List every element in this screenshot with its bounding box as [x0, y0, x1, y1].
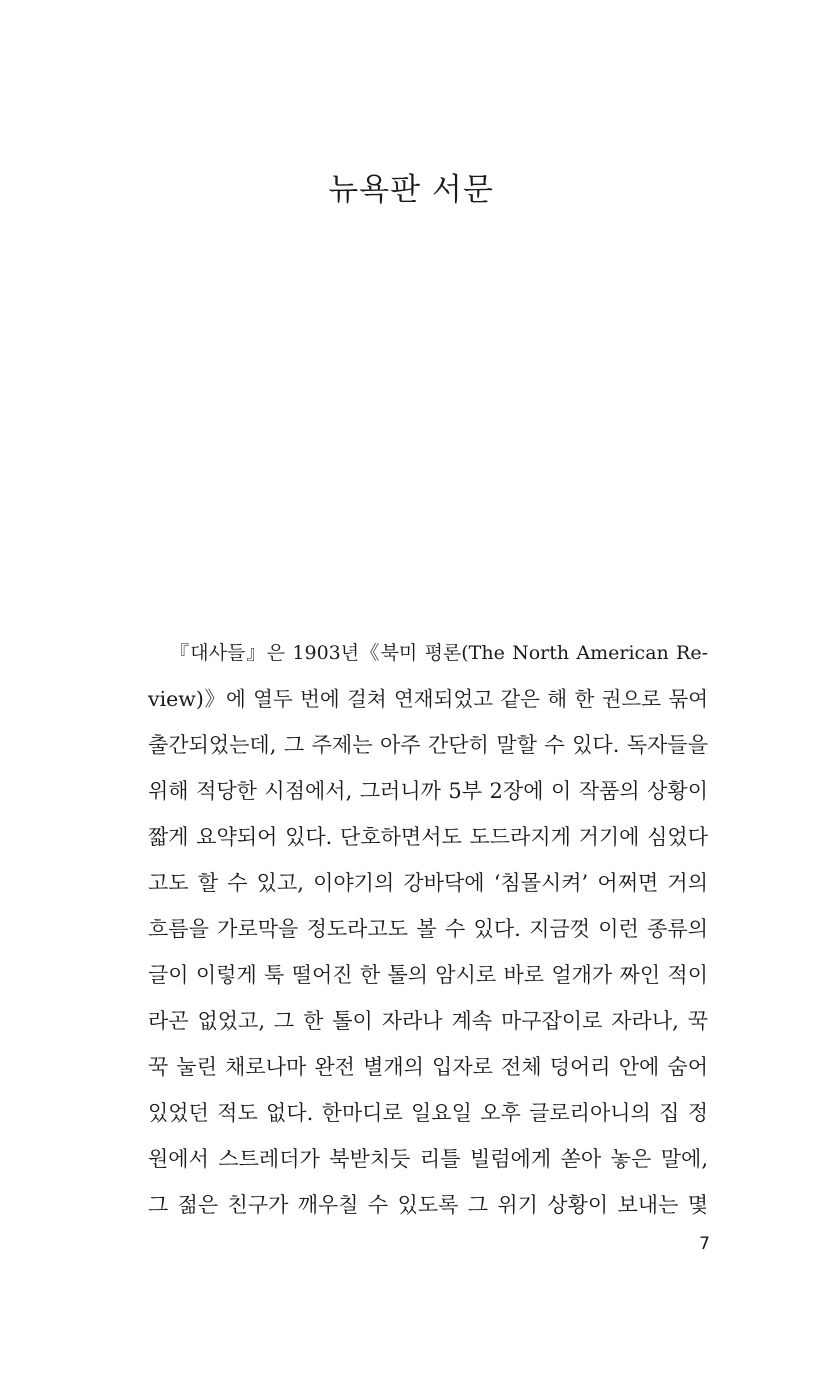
text-line: 라곤 없었고, 그 한 톨이 자라나 계속 마구잡이로 자라나, 꾹: [148, 1009, 708, 1033]
text-line: 있었던 적도 없다. 한마디로 일요일 오후 글로리아니의 집 정: [148, 1101, 708, 1125]
text-line: 짧게 요약되어 있다. 단호하면서도 도드라지게 거기에 심었다: [148, 825, 708, 849]
text-line: 고도 할 수 있고, 이야기의 강바닥에 ‘침몰시켜’ 어쩌면 거의: [148, 871, 708, 895]
text-line: 원에서 스트레더가 북받치듯 리틀 빌럼에게 쏟아 놓은 말에,: [148, 1147, 708, 1171]
page-number: 7: [699, 1234, 710, 1254]
text-line: 출간되었는데, 그 주제는 아주 간단히 말할 수 있다. 독자들을: [148, 733, 708, 757]
text-line: 글이 이렇게 툭 떨어진 한 톨의 암시로 바로 얼개가 짜인 적이: [148, 963, 708, 987]
body-text: [148, 630, 708, 1228]
text-line: 그 젊은 친구가 깨우칠 수 있도록 그 위기 상황이 보내는 몇: [148, 1193, 708, 1217]
text-line: 『대사들』은 1903년《북미 평론(The North American Re-: [170, 642, 708, 664]
chapter-title: 뉴욕판 서문: [328, 172, 494, 208]
text-line: view)》에 열두 번에 걸쳐 연재되었고 같은 해 한 권으로 묶여: [148, 687, 708, 711]
text-line: 위해 적당한 시점에서, 그러니까 5부 2장에 이 작품의 상황이: [148, 779, 708, 803]
text-line: 흐름을 가로막을 정도라고도 볼 수 있다. 지금껏 이런 종류의: [148, 917, 708, 941]
text-line: 꾹 눌린 채로나마 완전 별개의 입자로 전체 덩어리 안에 숨어: [148, 1055, 708, 1079]
